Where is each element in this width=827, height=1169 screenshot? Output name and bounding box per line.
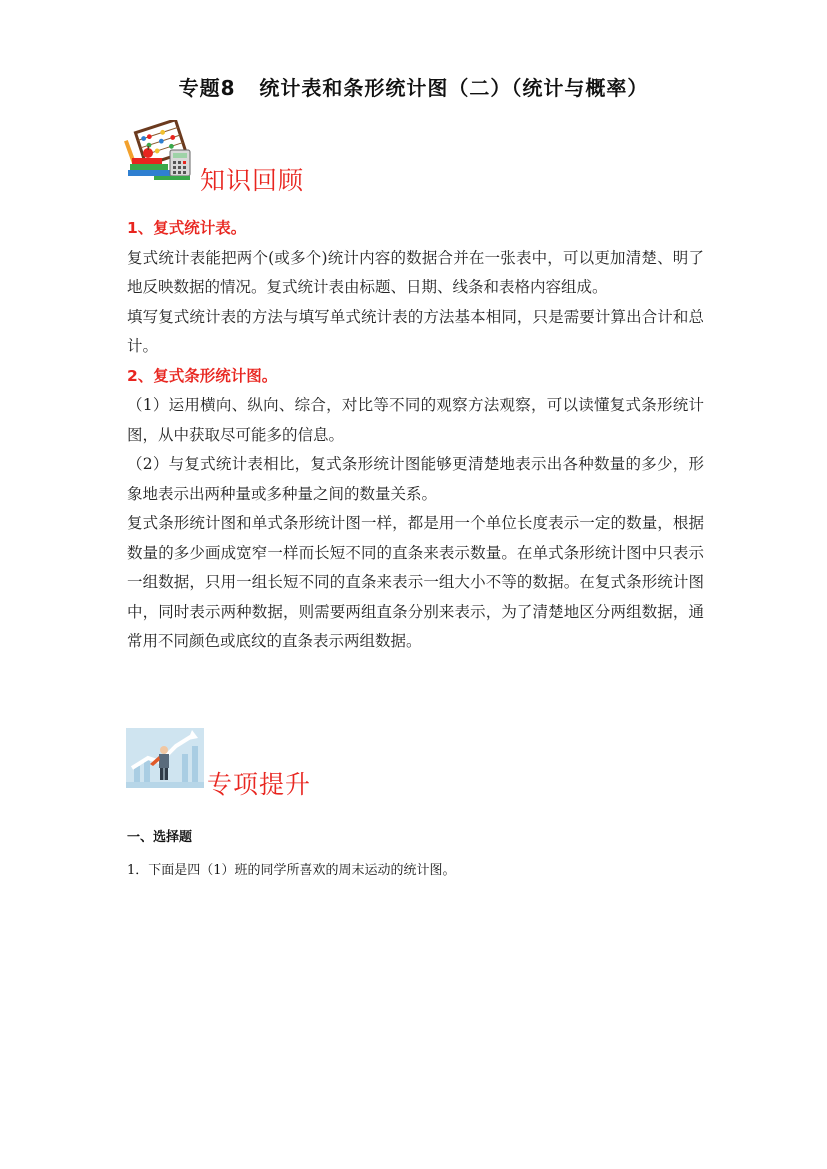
item2-paragraph-3: 复式条形统计图和单式条形统计图一样，都是用一个单位长度表示一定的数量，根据数量的多少画成宽窄一样而长短不同的直条来表示数量。在单式条形统计图中只表示一组数据，只用一组长短不同的直条来表示一组大小不等的数据。在复式条形统计图中，同时表示两种数据，则需要两组直条分别来表示，为了清楚地区分两组数据，通常用不同颜色或底纹的直条表示两组数据。: [127, 514, 704, 650]
section-heading-review: 知识回顾: [200, 166, 305, 195]
exercise-sub-heading: 一、选择题: [127, 830, 193, 845]
item2-paragraph-1: （1）运用横向、纵向、综合，对比等不同的观察方法观察，可以读懂复式条形统计图，从中获取尽可能多的信息。: [127, 396, 704, 444]
rising-chart-person-icon: [126, 728, 204, 788]
item1-paragraph-2: 填写复式统计表的方法与填写单式统计表的方法基本相同，只是需要计算出合计和总计。: [127, 307, 704, 355]
section-heading-practice: 专项提升: [207, 770, 312, 799]
item2-heading: 2、复式条形统计图。: [127, 366, 278, 385]
item1-paragraph-1: 复式统计表能把两个(或多个)统计内容的数据合并在一张表中，可以更加清楚、明了地反映数据的情况。复式统计表由标题、日期、线条和表格内容组成。: [127, 248, 704, 296]
item2-paragraph-2: （2）与复式统计表相比，复式条形统计图能够更清楚地表示出各种数量的多少，形象地表示出两种量或多种量之间的数量关系。: [127, 455, 704, 503]
item1-heading: 1、复式统计表。: [127, 219, 247, 237]
study-tools-icon: [124, 120, 196, 182]
page-title: 专题8 统计表和条形统计图（二）（统计与概率）: [178, 76, 649, 100]
knowledge-body: [127, 214, 704, 657]
question-1: 1．下面是四（1）班的同学所喜欢的周末运动的统计图。: [127, 863, 456, 878]
